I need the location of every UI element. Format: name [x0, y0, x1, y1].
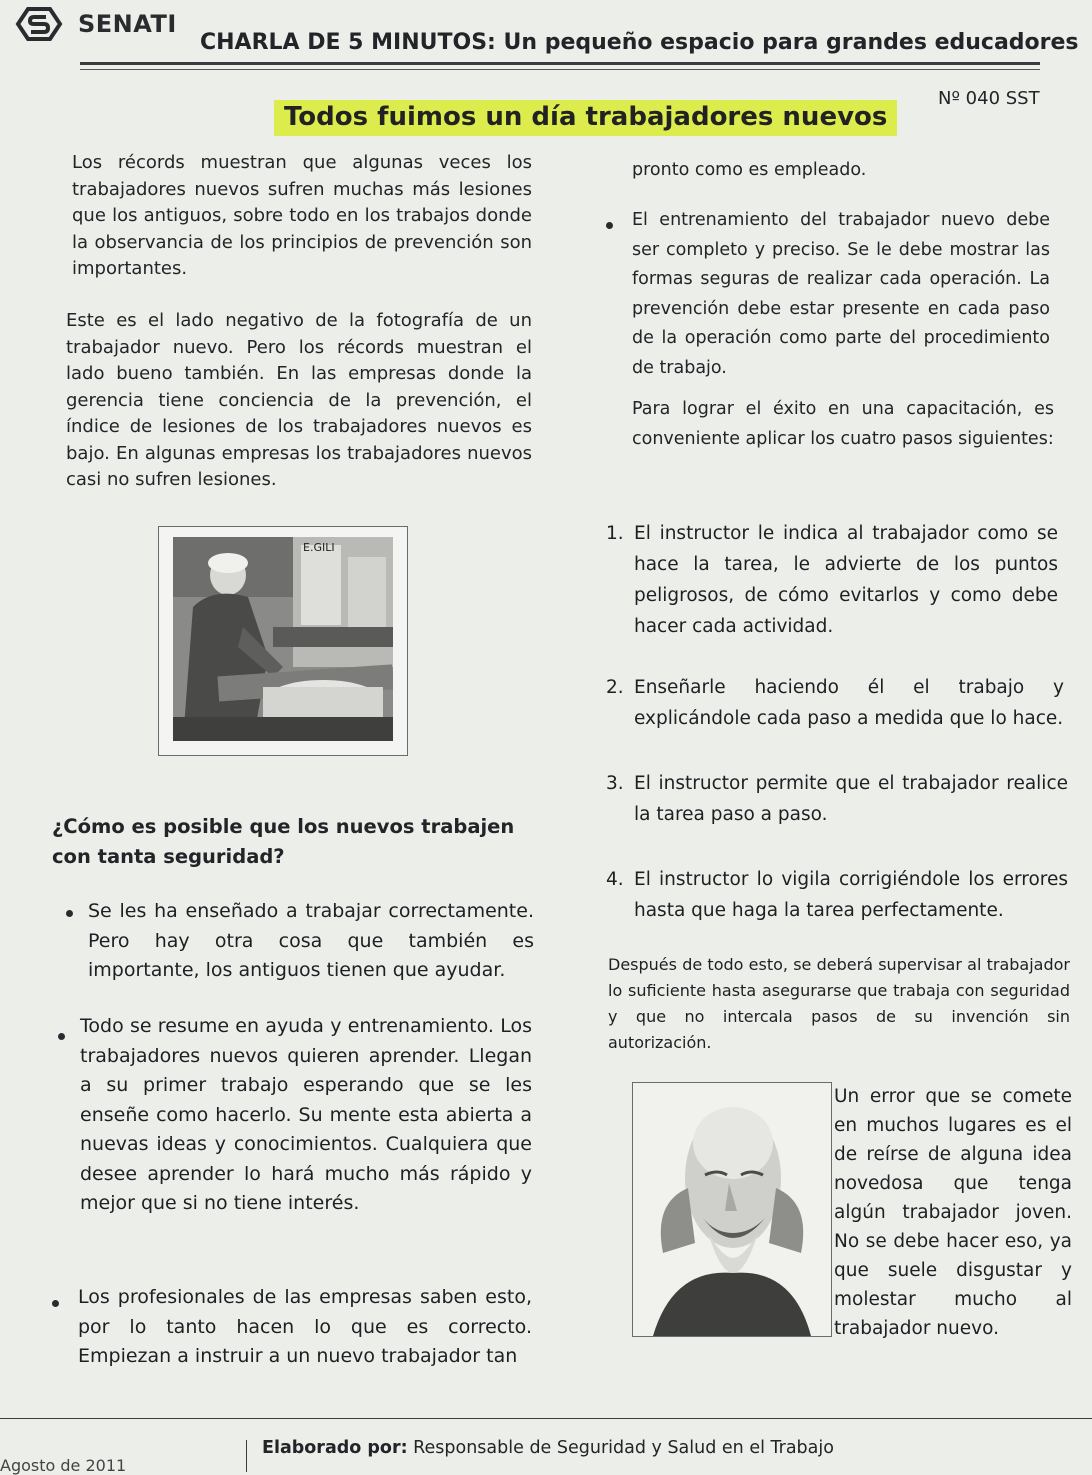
footer-divider: [246, 1440, 247, 1472]
bullet-dot: [52, 1300, 59, 1307]
step-1-text: El instructor le indica al trabajador como se hace la tarea, le advierte de los puntos peligrosos, de cómo evitarlos y como debe hacer cada actividad.: [634, 523, 1058, 637]
left-paragraph-2: Este es el lado negativo de la fotografía de un trabajador nuevo. Pero los récords muestran el lado bueno también. En las empresas donde la gerencia tiene conciencia de la prevención, el índice de lesiones de los trabajadores nuevos es bajo. En algunas empresas los trabajadores nuevos casi no sufren lesiones.: [66, 310, 532, 490]
step-2-number: 2.: [606, 677, 624, 698]
header-title: CHARLA DE 5 MINUTOS: Un pequeño espacio para grandes educadores: [200, 30, 1079, 55]
side-paragraph: Un error que se comete en muchos lugares es el de reírse de alguna idea novedosa que tenga algún trabajador joven. No se debe hacer eso, ya que suele disgustar y molestar mucho al trabajador nuevo.: [834, 1086, 1072, 1339]
question-heading: ¿Cómo es posible que los nuevos trabajen con tanta seguridad?: [52, 815, 515, 868]
step-2-text: Enseñarle haciendo él el trabajo y explicándole cada paso a medida que lo hace.: [634, 677, 1064, 729]
step-3-number: 3.: [606, 773, 624, 794]
logo-text: SENATI: [78, 10, 177, 38]
footer-date: Agosto de 2011: [0, 1456, 127, 1475]
document-number: Nº 040 SST: [938, 88, 1040, 109]
left-bullet-3: Los profesionales de las empresas saben esto, por lo tanto hacen lo que es correcto. Empiezan a instruir a un nuevo trabajador tan: [78, 1286, 532, 1367]
header-rule-thin: [80, 69, 1040, 70]
left-bullet-2: Todo se resume en ayuda y entrenamiento. Los trabajadores nuevos quieren aprender. Llegan a su primer trabajo esperando que se les enseñe como hacerlo. Su mente esta abierta a nuevas ideas y conocimientos. Cualquiera que desee aprender lo hará mucho más rápido y mejor que si no tiene interés.: [80, 1015, 532, 1214]
right-steps-intro: Para lograr el éxito en una capacitación, es conveniente aplicar los cuatro pasos siguientes:: [632, 399, 1054, 449]
step-3-text: El instructor permite que el trabajador realice la tarea paso a paso.: [634, 773, 1068, 825]
right-bullet-1: El entrenamiento del trabajador nuevo debe ser completo y preciso. Se le debe mostrar las formas seguras de realizar cada operación. La prevención debe estar presente en cada paso de la operación como parte del procedimiento de trabajo.: [632, 210, 1050, 378]
step-4-number: 4.: [606, 869, 624, 890]
footer-rule: [0, 1418, 1092, 1419]
right-continuation: pronto como es empleado.: [632, 160, 867, 180]
senati-logo: [14, 6, 177, 42]
left-bullet-1: Se les ha enseñado a trabajar correctamente. Pero hay otra cosa que también es importante, los antiguos tienen que ayudar.: [88, 900, 534, 981]
footer-credit-text: Responsable de Seguridad y Salud en el Trabajo: [407, 1438, 834, 1458]
footer-credit-prefix: Elaborado por:: [262, 1438, 408, 1458]
laughing-man-illustration: [633, 1083, 831, 1336]
photo-sign-text: E.GILI: [303, 541, 335, 554]
worker-illustration: [173, 537, 393, 741]
worker-photo: [158, 526, 408, 756]
footer-credit: [262, 1438, 834, 1458]
step-1-number: 1.: [606, 523, 624, 544]
header-rule: [80, 62, 1040, 65]
left-paragraph-1: Los récords muestran que algunas veces los trabajadores nuevos sufren muchas más lesiones que los antiguos, sobre todo en los trabajos donde la observancia de los principios de prevención son importantes.: [72, 152, 532, 279]
bullet-dot: [66, 910, 73, 917]
senati-logo-icon: [14, 6, 64, 42]
supervision-paragraph: Después de todo esto, se deberá supervisar al trabajador lo suficiente hasta asegurarse que trabaja con seguridad y que no intercala pasos de su invención sin autorización.: [608, 955, 1070, 1052]
main-title: Todos fuimos un día trabajadores nuevos: [274, 100, 897, 136]
laughing-man-photo: [632, 1082, 832, 1337]
bullet-dot: [58, 1033, 65, 1040]
bullet-dot: [606, 222, 613, 229]
step-4-text: El instructor lo vigila corrigiéndole los errores hasta que haga la tarea perfectamente.: [634, 869, 1068, 921]
